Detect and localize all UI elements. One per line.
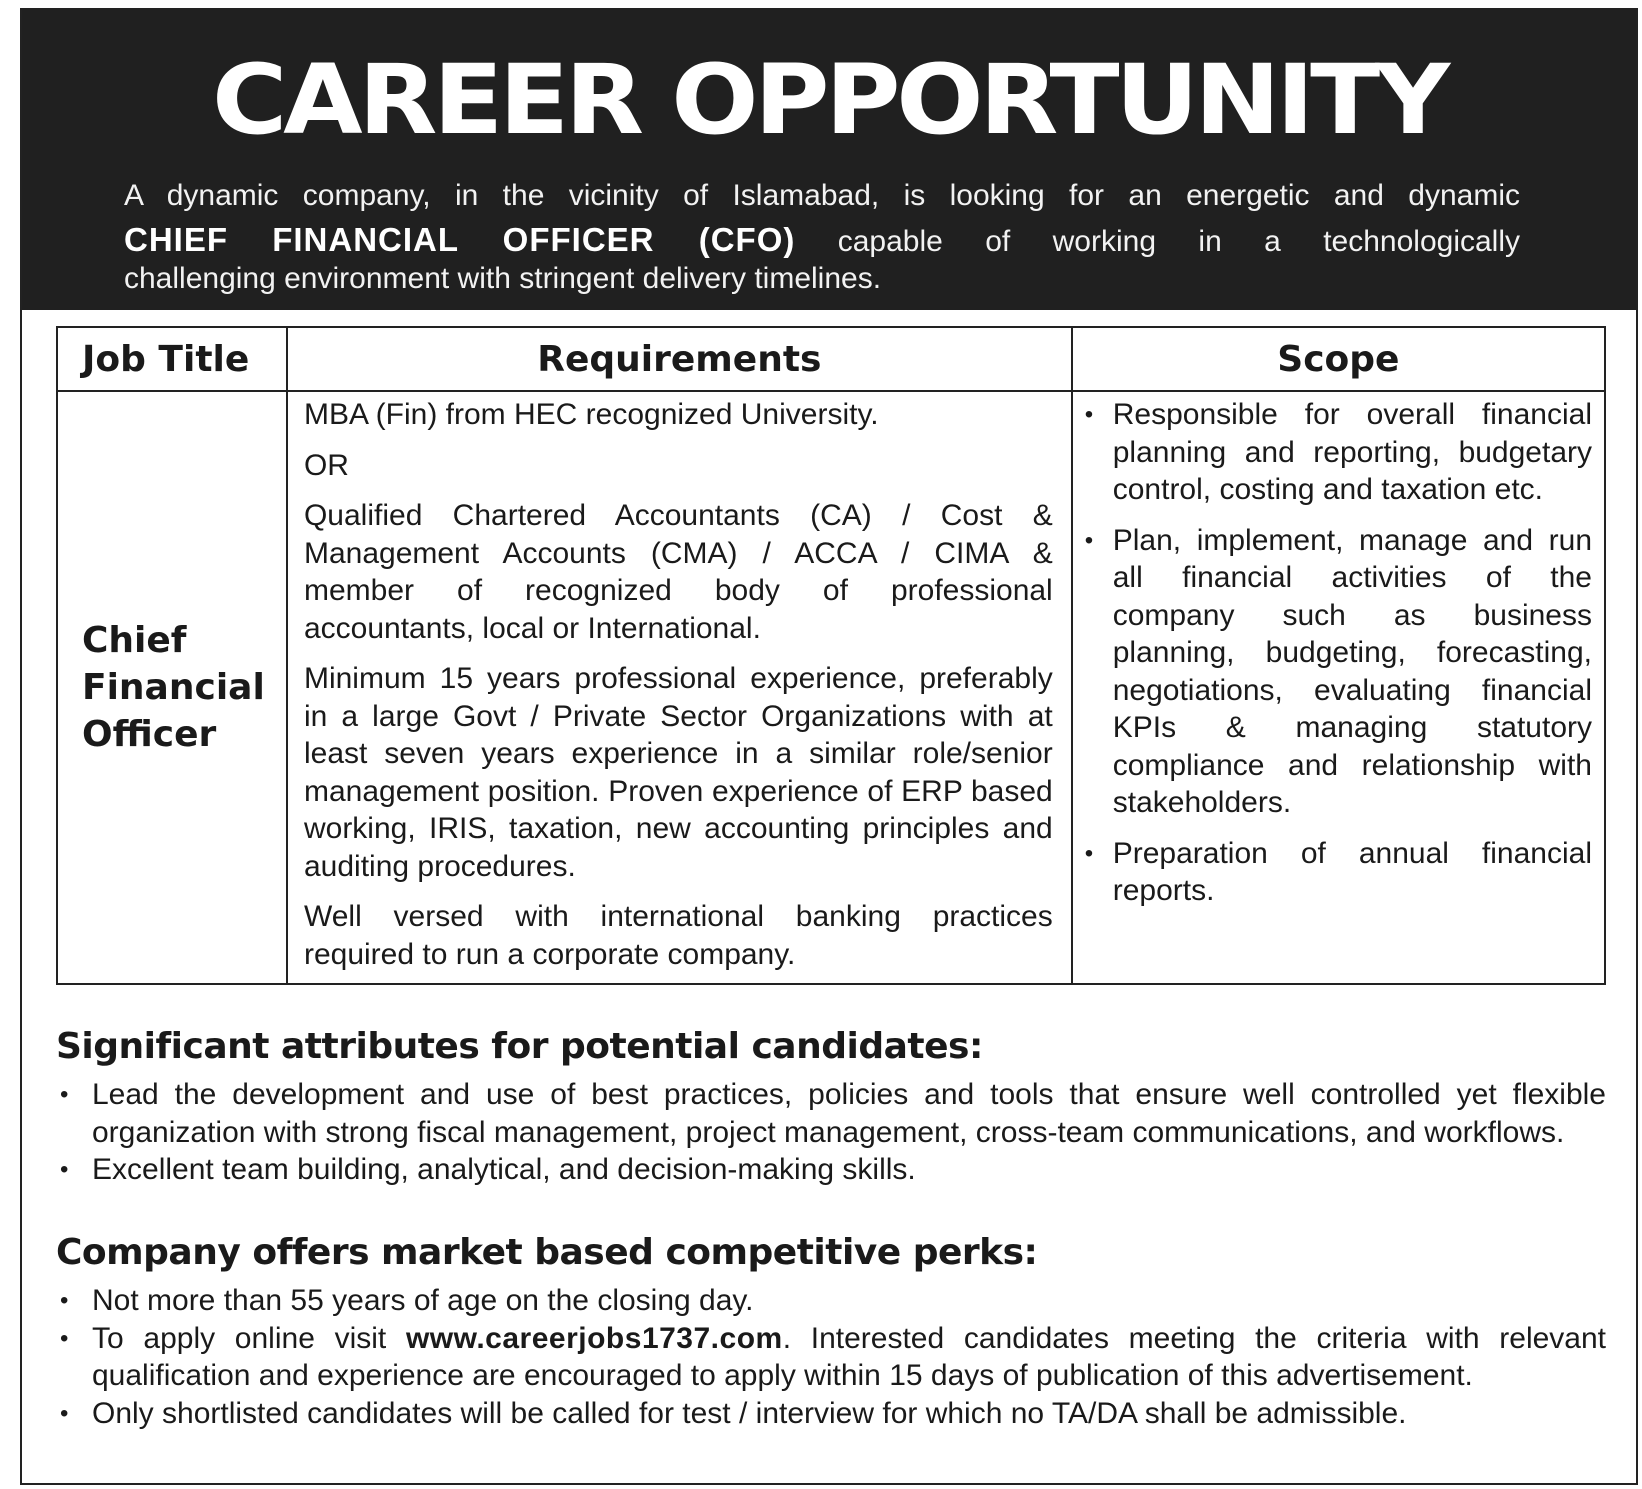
attributes-heading: Significant attributes for potential candidates: (56, 1026, 983, 1067)
header-requirements: Requirements (287, 327, 1072, 391)
perks-list (56, 1282, 1606, 1432)
page-title: CAREER OPPORTUNITY (212, 44, 1446, 156)
header-job-title: Job Title (57, 327, 287, 391)
scope-item: • Plan, implement, manage and run all financial activities of the company such as business planning, budgeting, forecasting, negotiations, evaluating financial KPIs & managing statutory compliance and relationship with stakeholders. (1083, 522, 1592, 822)
requirements-cell (287, 391, 1072, 984)
intro-line-1: A dynamic company, in the vicinity of Islamabad, is looking for an energetic and dynamic (124, 179, 1520, 212)
job-table (56, 326, 1606, 985)
perk-apply-pre: To apply online visit (92, 1321, 406, 1355)
scope-cell (1072, 391, 1605, 984)
scope-item: • Responsible for overall financial planning and reporting, budgetary control, costing and taxation etc. (1083, 396, 1592, 509)
requirement-item: MBA (Fin) from HEC recognized University. (303, 398, 879, 431)
job-title-cell: Chief Financial Officer (57, 391, 287, 984)
requirement-item: OR (303, 448, 349, 482)
header-banner (22, 10, 1636, 310)
perks-heading: Company offers market based competitive perks: (56, 1232, 1038, 1273)
scope-list (1083, 396, 1592, 910)
perk-item-apply (56, 1320, 1606, 1395)
intro-mid: capable of working in a technologically (795, 225, 1521, 258)
requirement-item: Well versed with international banking practices required to run a corporate company. (303, 900, 1053, 971)
perk-item: • Not more than 55 years of age on the closing day. (56, 1282, 1606, 1320)
intro-role: CHIEF FINANCIAL OFFICER (CFO) (124, 221, 796, 258)
attributes-list (56, 1076, 1606, 1189)
apply-link[interactable]: www.careerjobs1737.com (405, 1321, 783, 1355)
attribute-item: • Excellent team building, analytical, and decision-making skills. (56, 1151, 1606, 1189)
scope-item: • Preparation of annual financial reports. (1083, 835, 1592, 910)
intro-line-2 (124, 218, 1520, 264)
perk-item: • Only shortlisted candidates will be called for test / interview for which no TA/DA shall be admissible. (56, 1395, 1606, 1433)
perk-apply-post: . Interested candidates meeting the criteria with relevant qualification and experience are encouraged to apply within 15 days of publication of this advertisement. (92, 1321, 1606, 1392)
table-header-row (57, 327, 1605, 391)
requirement-item: Qualified Chartered Accountants (CA) / Cost & Management Accounts (CMA) / ACCA / CIMA & member of recognized body of professional accountants, local or International. (303, 499, 1053, 645)
intro-text (124, 174, 1520, 294)
intro-line-3: challenging environment with stringent delivery timelines. (124, 262, 882, 295)
header-scope: Scope (1072, 327, 1605, 391)
table-row (57, 391, 1605, 984)
requirement-item: Minimum 15 years professional experience, preferably in a large Govt / Private Sector Organizations with at least seven years experience in a similar role/senior management position. Proven experience of ERP based working, IRIS, taxation, new accounting principles and auditing procedures. (303, 662, 1053, 883)
attribute-item: • Lead the development and use of best practices, policies and tools that ensure well controlled yet flexible organization with strong fiscal management, project management, cross-team communications, and workflows. (56, 1076, 1606, 1151)
